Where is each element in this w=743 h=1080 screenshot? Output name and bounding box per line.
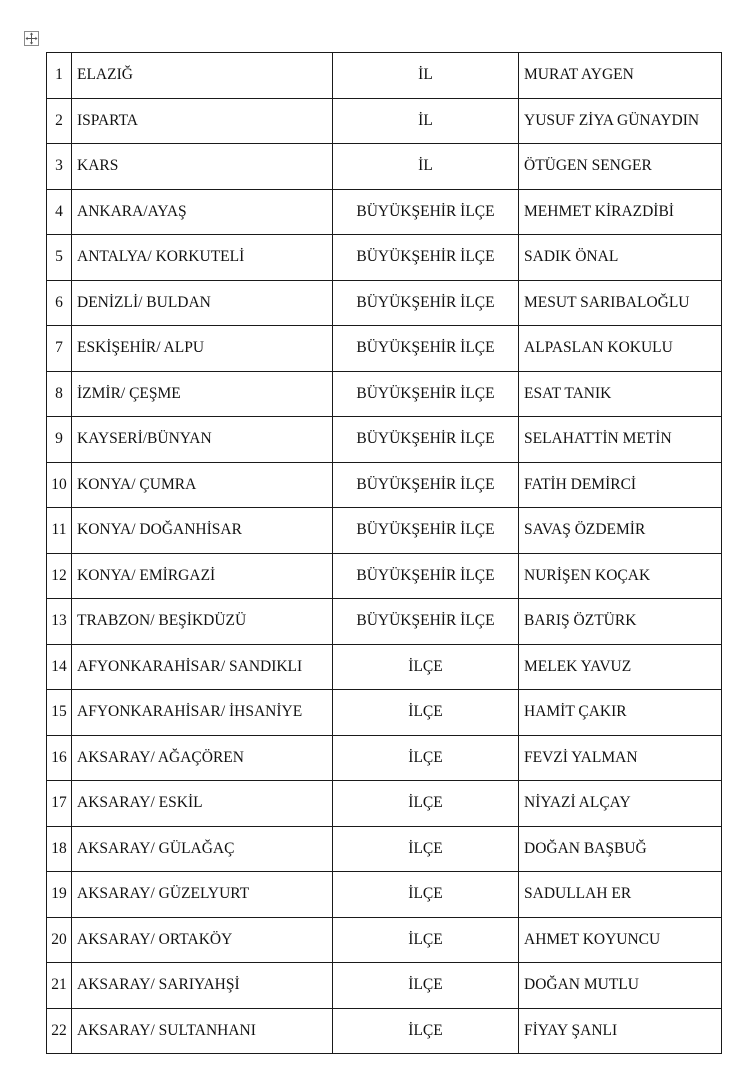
row-number-cell: 11	[47, 508, 72, 554]
table-row	[47, 599, 722, 645]
location-cell: AKSARAY/ GÜLAĞAÇ	[72, 826, 333, 872]
location-cell: KAYSERİ/BÜNYAN	[72, 417, 333, 463]
table-row	[47, 781, 722, 827]
unit-type-cell: İLÇE	[333, 963, 519, 1009]
unit-type-cell: BÜYÜKŞEHİR İLÇE	[333, 235, 519, 281]
person-name-cell: MESUT SARIBALOĞLU	[519, 280, 722, 326]
person-name-cell: FEVZİ YALMAN	[519, 735, 722, 781]
row-number-cell: 22	[47, 1008, 72, 1054]
location-cell: TRABZON/ BEŞİKDÜZÜ	[72, 599, 333, 645]
person-name-cell: NİYAZİ ALÇAY	[519, 781, 722, 827]
unit-type-cell: BÜYÜKŞEHİR İLÇE	[333, 371, 519, 417]
unit-type-cell: BÜYÜKŞEHİR İLÇE	[333, 189, 519, 235]
location-cell: DENİZLİ/ BULDAN	[72, 280, 333, 326]
table-row	[47, 235, 722, 281]
row-number-cell: 4	[47, 189, 72, 235]
location-cell: ESKİŞEHİR/ ALPU	[72, 326, 333, 372]
row-number-cell: 7	[47, 326, 72, 372]
unit-type-cell: İLÇE	[333, 690, 519, 736]
unit-type-cell: İL	[333, 98, 519, 144]
person-name-cell: MURAT AYGEN	[519, 53, 722, 99]
location-cell: ELAZIĞ	[72, 53, 333, 99]
person-name-cell: FATİH DEMİRCİ	[519, 462, 722, 508]
location-cell: AKSARAY/ GÜZELYURT	[72, 872, 333, 918]
table-row	[47, 644, 722, 690]
person-name-cell: FİYAY ŞANLI	[519, 1008, 722, 1054]
appointments-table	[46, 52, 722, 1054]
person-name-cell: SADIK ÖNAL	[519, 235, 722, 281]
table-row	[47, 963, 722, 1009]
unit-type-cell: İLÇE	[333, 735, 519, 781]
location-cell: ANKARA/AYAŞ	[72, 189, 333, 235]
row-number-cell: 6	[47, 280, 72, 326]
location-cell: KARS	[72, 144, 333, 190]
person-name-cell: ÖTÜGEN SENGER	[519, 144, 722, 190]
location-cell: İZMİR/ ÇEŞME	[72, 371, 333, 417]
unit-type-cell: İLÇE	[333, 1008, 519, 1054]
unit-type-cell: İLÇE	[333, 872, 519, 918]
row-number-cell: 16	[47, 735, 72, 781]
location-cell: ANTALYA/ KORKUTELİ	[72, 235, 333, 281]
location-cell: AKSARAY/ SULTANHANI	[72, 1008, 333, 1054]
person-name-cell: HAMİT ÇAKIR	[519, 690, 722, 736]
person-name-cell: NURİŞEN KOÇAK	[519, 553, 722, 599]
person-name-cell: SELAHATTİN METİN	[519, 417, 722, 463]
location-cell: AKSARAY/ ESKİL	[72, 781, 333, 827]
row-number-cell: 20	[47, 917, 72, 963]
table-row	[47, 189, 722, 235]
table-row	[47, 553, 722, 599]
table-row	[47, 735, 722, 781]
unit-type-cell: BÜYÜKŞEHİR İLÇE	[333, 462, 519, 508]
table-row	[47, 98, 722, 144]
unit-type-cell: BÜYÜKŞEHİR İLÇE	[333, 326, 519, 372]
table-row	[47, 326, 722, 372]
unit-type-cell: BÜYÜKŞEHİR İLÇE	[333, 508, 519, 554]
location-cell: AKSARAY/ ORTAKÖY	[72, 917, 333, 963]
row-number-cell: 17	[47, 781, 72, 827]
table-row	[47, 917, 722, 963]
unit-type-cell: BÜYÜKŞEHİR İLÇE	[333, 599, 519, 645]
row-number-cell: 21	[47, 963, 72, 1009]
table-row	[47, 690, 722, 736]
unit-type-cell: BÜYÜKŞEHİR İLÇE	[333, 417, 519, 463]
person-name-cell: ALPASLAN KOKULU	[519, 326, 722, 372]
table-row	[47, 508, 722, 554]
person-name-cell: SAVAŞ ÖZDEMİR	[519, 508, 722, 554]
location-cell: AFYONKARAHİSAR/ SANDIKLI	[72, 644, 333, 690]
location-cell: AFYONKARAHİSAR/ İHSANİYE	[72, 690, 333, 736]
row-number-cell: 9	[47, 417, 72, 463]
row-number-cell: 12	[47, 553, 72, 599]
location-cell: AKSARAY/ AĞAÇÖREN	[72, 735, 333, 781]
unit-type-cell: İLÇE	[333, 644, 519, 690]
location-cell: AKSARAY/ SARIYAHŞİ	[72, 963, 333, 1009]
person-name-cell: DOĞAN BAŞBUĞ	[519, 826, 722, 872]
location-cell: ISPARTA	[72, 98, 333, 144]
row-number-cell: 8	[47, 371, 72, 417]
row-number-cell: 14	[47, 644, 72, 690]
table-row	[47, 826, 722, 872]
row-number-cell: 13	[47, 599, 72, 645]
row-number-cell: 19	[47, 872, 72, 918]
unit-type-cell: BÜYÜKŞEHİR İLÇE	[333, 280, 519, 326]
unit-type-cell: İLÇE	[333, 781, 519, 827]
row-number-cell: 18	[47, 826, 72, 872]
table-row	[47, 53, 722, 99]
person-name-cell: MEHMET KİRAZDİBİ	[519, 189, 722, 235]
table-row	[47, 280, 722, 326]
unit-type-cell: İL	[333, 53, 519, 99]
row-number-cell: 15	[47, 690, 72, 736]
table-move-handle-icon[interactable]	[24, 31, 39, 46]
person-name-cell: YUSUF ZİYA GÜNAYDIN	[519, 98, 722, 144]
person-name-cell: SADULLAH ER	[519, 872, 722, 918]
person-name-cell: AHMET KOYUNCU	[519, 917, 722, 963]
appointments-table-body	[47, 53, 722, 1054]
person-name-cell: DOĞAN MUTLU	[519, 963, 722, 1009]
row-number-cell: 1	[47, 53, 72, 99]
unit-type-cell: İLÇE	[333, 826, 519, 872]
row-number-cell: 5	[47, 235, 72, 281]
table-row	[47, 872, 722, 918]
unit-type-cell: BÜYÜKŞEHİR İLÇE	[333, 553, 519, 599]
row-number-cell: 2	[47, 98, 72, 144]
row-number-cell: 3	[47, 144, 72, 190]
table-row	[47, 144, 722, 190]
person-name-cell: ESAT TANIK	[519, 371, 722, 417]
row-number-cell: 10	[47, 462, 72, 508]
table-row	[47, 417, 722, 463]
table-row	[47, 371, 722, 417]
person-name-cell: MELEK YAVUZ	[519, 644, 722, 690]
table-row	[47, 1008, 722, 1054]
move-arrows-icon	[25, 32, 38, 45]
location-cell: KONYA/ EMİRGAZİ	[72, 553, 333, 599]
table-row	[47, 462, 722, 508]
location-cell: KONYA/ DOĞANHİSAR	[72, 508, 333, 554]
person-name-cell: BARIŞ ÖZTÜRK	[519, 599, 722, 645]
unit-type-cell: İLÇE	[333, 917, 519, 963]
location-cell: KONYA/ ÇUMRA	[72, 462, 333, 508]
unit-type-cell: İL	[333, 144, 519, 190]
